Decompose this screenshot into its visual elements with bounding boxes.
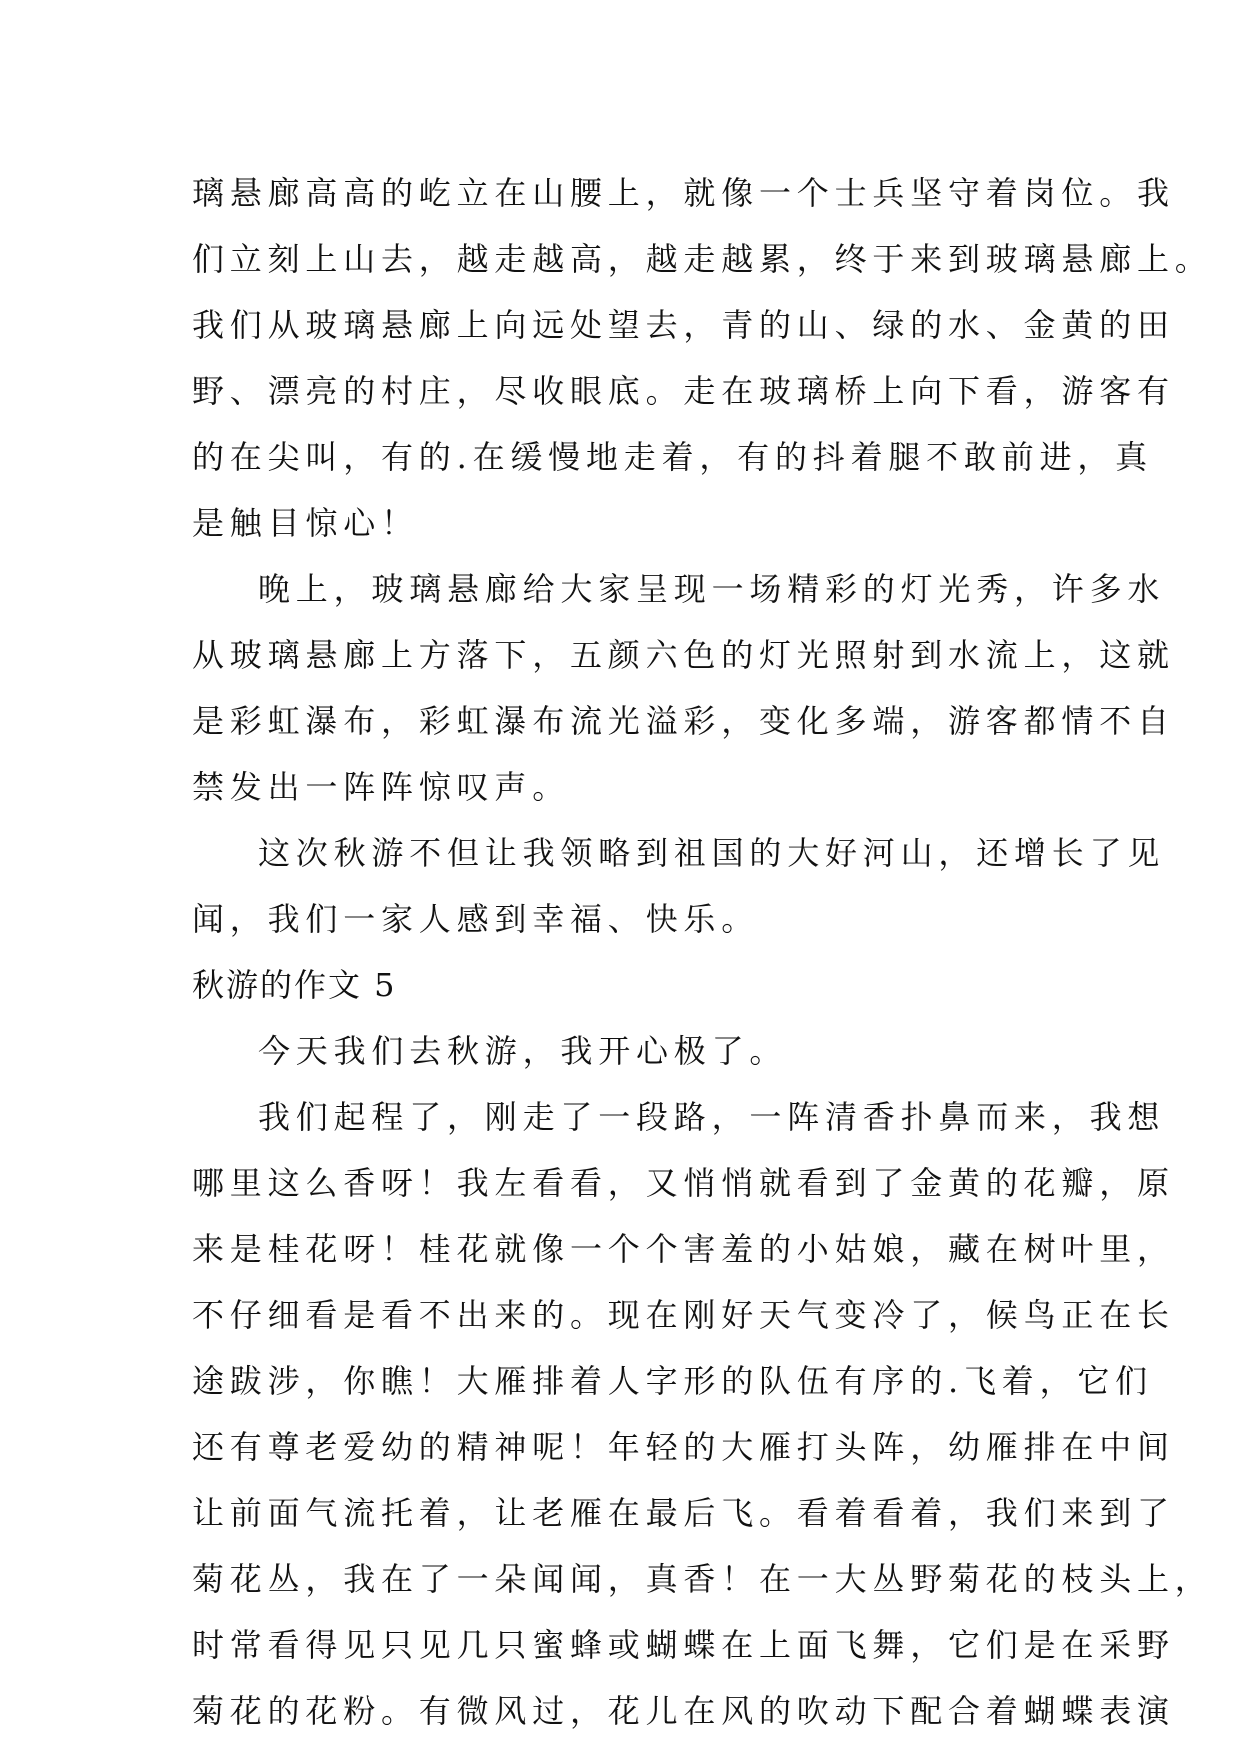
text-line: 让前面气流托着，让老雁在最后飞。看着看着，我们来到了 bbox=[192, 1494, 1175, 1532]
text-line: 还有尊老爱幼的精神呢！年轻的大雁打头阵，幼雁排在中间 bbox=[192, 1428, 1175, 1466]
text-line: 时常看得见只见几只蜜蜂或蝴蝶在上面飞舞，它们是在采野 bbox=[192, 1626, 1175, 1664]
text-line: 们立刻上山去，越走越高，越走越累，终于来到玻璃悬廊上。 bbox=[192, 240, 1213, 278]
text-line: 我们起程了，刚走了一段路，一阵清香扑鼻而来，我想 bbox=[258, 1098, 1166, 1136]
text-line: 的在尖叫，有的.在缓慢地走着，有的抖着腿不敢前进，真 bbox=[192, 438, 1153, 476]
text-line: 野、漂亮的村庄，尽收眼底。走在玻璃桥上向下看，游客有 bbox=[192, 372, 1175, 410]
text-line: 哪里这么香呀！我左看看，又悄悄就看到了金黄的花瓣，原 bbox=[192, 1164, 1175, 1202]
text-line: 璃悬廊高高的屹立在山腰上，就像一个士兵坚守着岗位。我 bbox=[192, 174, 1175, 212]
text-line: 途跋涉，你瞧！大雁排着人字形的队伍有序的.飞着，它们 bbox=[192, 1362, 1153, 1400]
text-line: 是彩虹瀑布，彩虹瀑布流光溢彩，变化多端，游客都情不自 bbox=[192, 702, 1175, 740]
text-line: 菊花的花粉。有微风过，花儿在风的吹动下配合着蝴蝶表演 bbox=[192, 1692, 1175, 1730]
text-line: 禁发出一阵阵惊叹声。 bbox=[192, 768, 571, 806]
text-line: 菊花丛，我在了一朵闻闻，真香！在一大丛野菊花的枝头上， bbox=[192, 1560, 1213, 1598]
text-line: 这次秋游不但让我领略到祖国的大好河山，还增长了见 bbox=[258, 834, 1166, 872]
text-line: 从玻璃悬廊上方落下，五颜六色的灯光照射到水流上，这就 bbox=[192, 636, 1175, 674]
text-line: 我们从玻璃悬廊上向远处望去，青的山、绿的水、金黄的田 bbox=[192, 306, 1175, 344]
text-line: 晚上，玻璃悬廊给大家呈现一场精彩的灯光秀，许多水 bbox=[258, 570, 1166, 608]
text-line: 是触目惊心！ bbox=[192, 504, 419, 542]
text-line: 闻，我们一家人感到幸福、快乐。 bbox=[192, 900, 760, 938]
document-body bbox=[192, 160, 1213, 1744]
section-title: 秋游的作文 5 bbox=[192, 966, 397, 1004]
text-line: 来是桂花呀！桂花就像一个个害羞的小姑娘，藏在树叶里， bbox=[192, 1230, 1175, 1268]
text-line: 今天我们去秋游，我开心极了。 bbox=[258, 1032, 788, 1070]
text-line: 不仔细看是看不出来的。现在刚好天气变冷了，候鸟正在长 bbox=[192, 1296, 1175, 1334]
